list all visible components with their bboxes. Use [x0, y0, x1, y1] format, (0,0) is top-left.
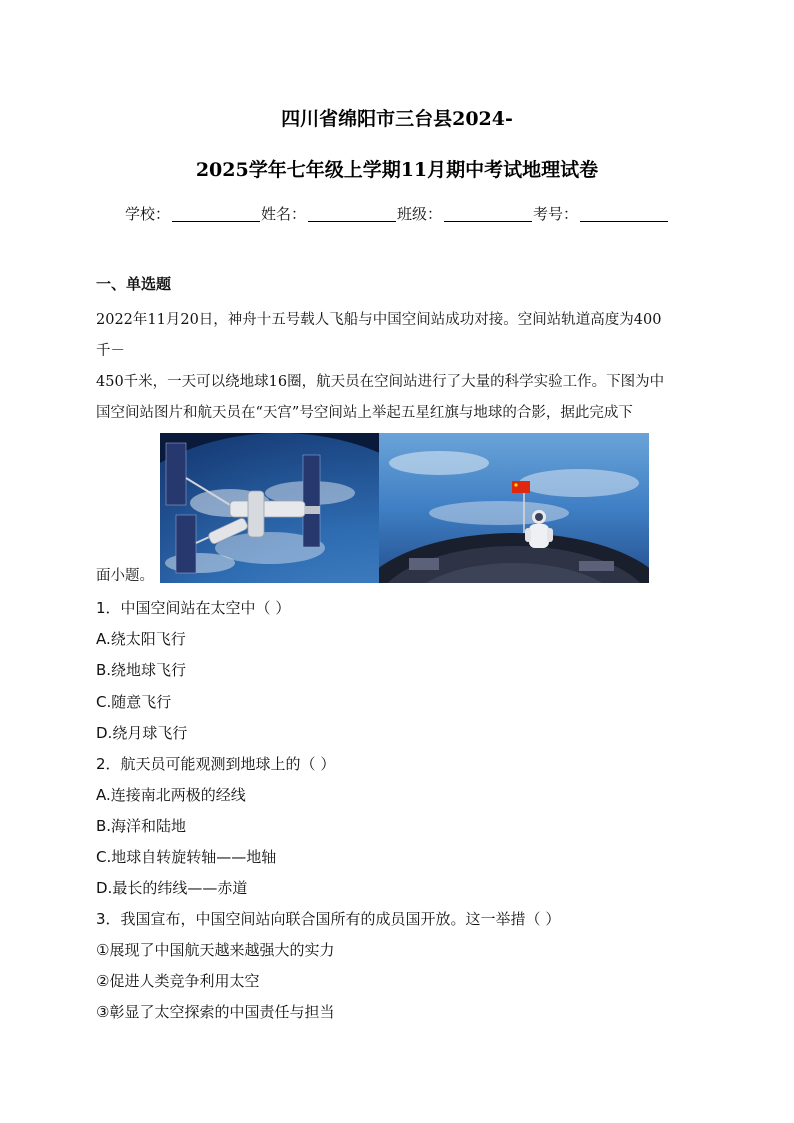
astronaut-flag-photo [379, 433, 649, 583]
school-label: 学校： [125, 205, 171, 223]
class-label: 班级： [397, 205, 443, 223]
question-1-option-d[interactable]: D.绕月球飞行 [96, 724, 188, 742]
school-field[interactable] [125, 203, 261, 224]
question-1-stem: 1．中国空间站在太空中（ ） [96, 599, 291, 617]
passage-line-2: 千－ [96, 343, 125, 359]
class-field[interactable] [397, 203, 533, 224]
passage-line-5: 面小题。 [96, 568, 154, 584]
name-blank[interactable] [308, 205, 396, 222]
question-1-option-a[interactable]: A.绕太阳飞行 [96, 630, 186, 648]
question-2-option-b[interactable]: B.海洋和陆地 [96, 817, 187, 835]
space-station-photos [160, 433, 649, 583]
question-2-stem: 2．航天员可能观测到地球上的（ ） [96, 755, 336, 773]
space-station-illustration [160, 433, 379, 583]
question-2-option-a[interactable]: A.连接南北两极的经线 [96, 786, 246, 804]
question-3-statement-2: ②促进人类竞争利用太空 [96, 972, 260, 990]
exam-number-blank[interactable] [580, 205, 668, 222]
section-heading: 一、单选题 [96, 275, 172, 293]
question-1-option-c[interactable]: C.随意飞行 [96, 693, 172, 711]
exam-number-field[interactable] [533, 203, 669, 224]
question-2-option-c[interactable]: C.地球自转旋转轴——地轴 [96, 848, 277, 866]
student-info-fields [125, 203, 669, 224]
passage-line-3: 450千米，一天可以绕地球16圈，航天员在空间站进行了大量的科学实验工作。下图为中 [96, 374, 665, 390]
question-3-statement-1: ①展现了中国航天越来越强大的实力 [96, 941, 335, 959]
school-blank[interactable] [172, 205, 260, 222]
name-label: 姓名： [261, 205, 307, 223]
question-1-option-b[interactable]: B.绕地球飞行 [96, 661, 187, 679]
question-3-statement-3: ③彰显了太空探索的中国责任与担当 [96, 1003, 335, 1021]
question-2-option-d[interactable]: D.最长的纬线——赤道 [96, 879, 248, 897]
passage-line-4: 国空间站图片和航天员在“天宫”号空间站上举起五星红旗与地球的合影，据此完成下 [96, 405, 633, 421]
class-blank[interactable] [444, 205, 532, 222]
passage-line-1: 2022年11月20日，神舟十五号载人飞船与中国空间站成功对接。空间站轨道高度为400 [96, 312, 662, 328]
question-3-stem: 3．我国宣布，中国空间站向联合国所有的成员国开放。这一举措（ ） [96, 910, 561, 928]
exam-title-line1: 四川省绵阳市三台县2024- [281, 108, 513, 130]
space-station-photo [160, 433, 379, 583]
name-field[interactable] [261, 203, 397, 224]
exam-title-line2: 2025学年七年级上学期11月期中考试地理试卷 [195, 159, 599, 181]
exam-number-label: 考号： [533, 205, 579, 223]
astronaut-flag-illustration [379, 433, 649, 583]
